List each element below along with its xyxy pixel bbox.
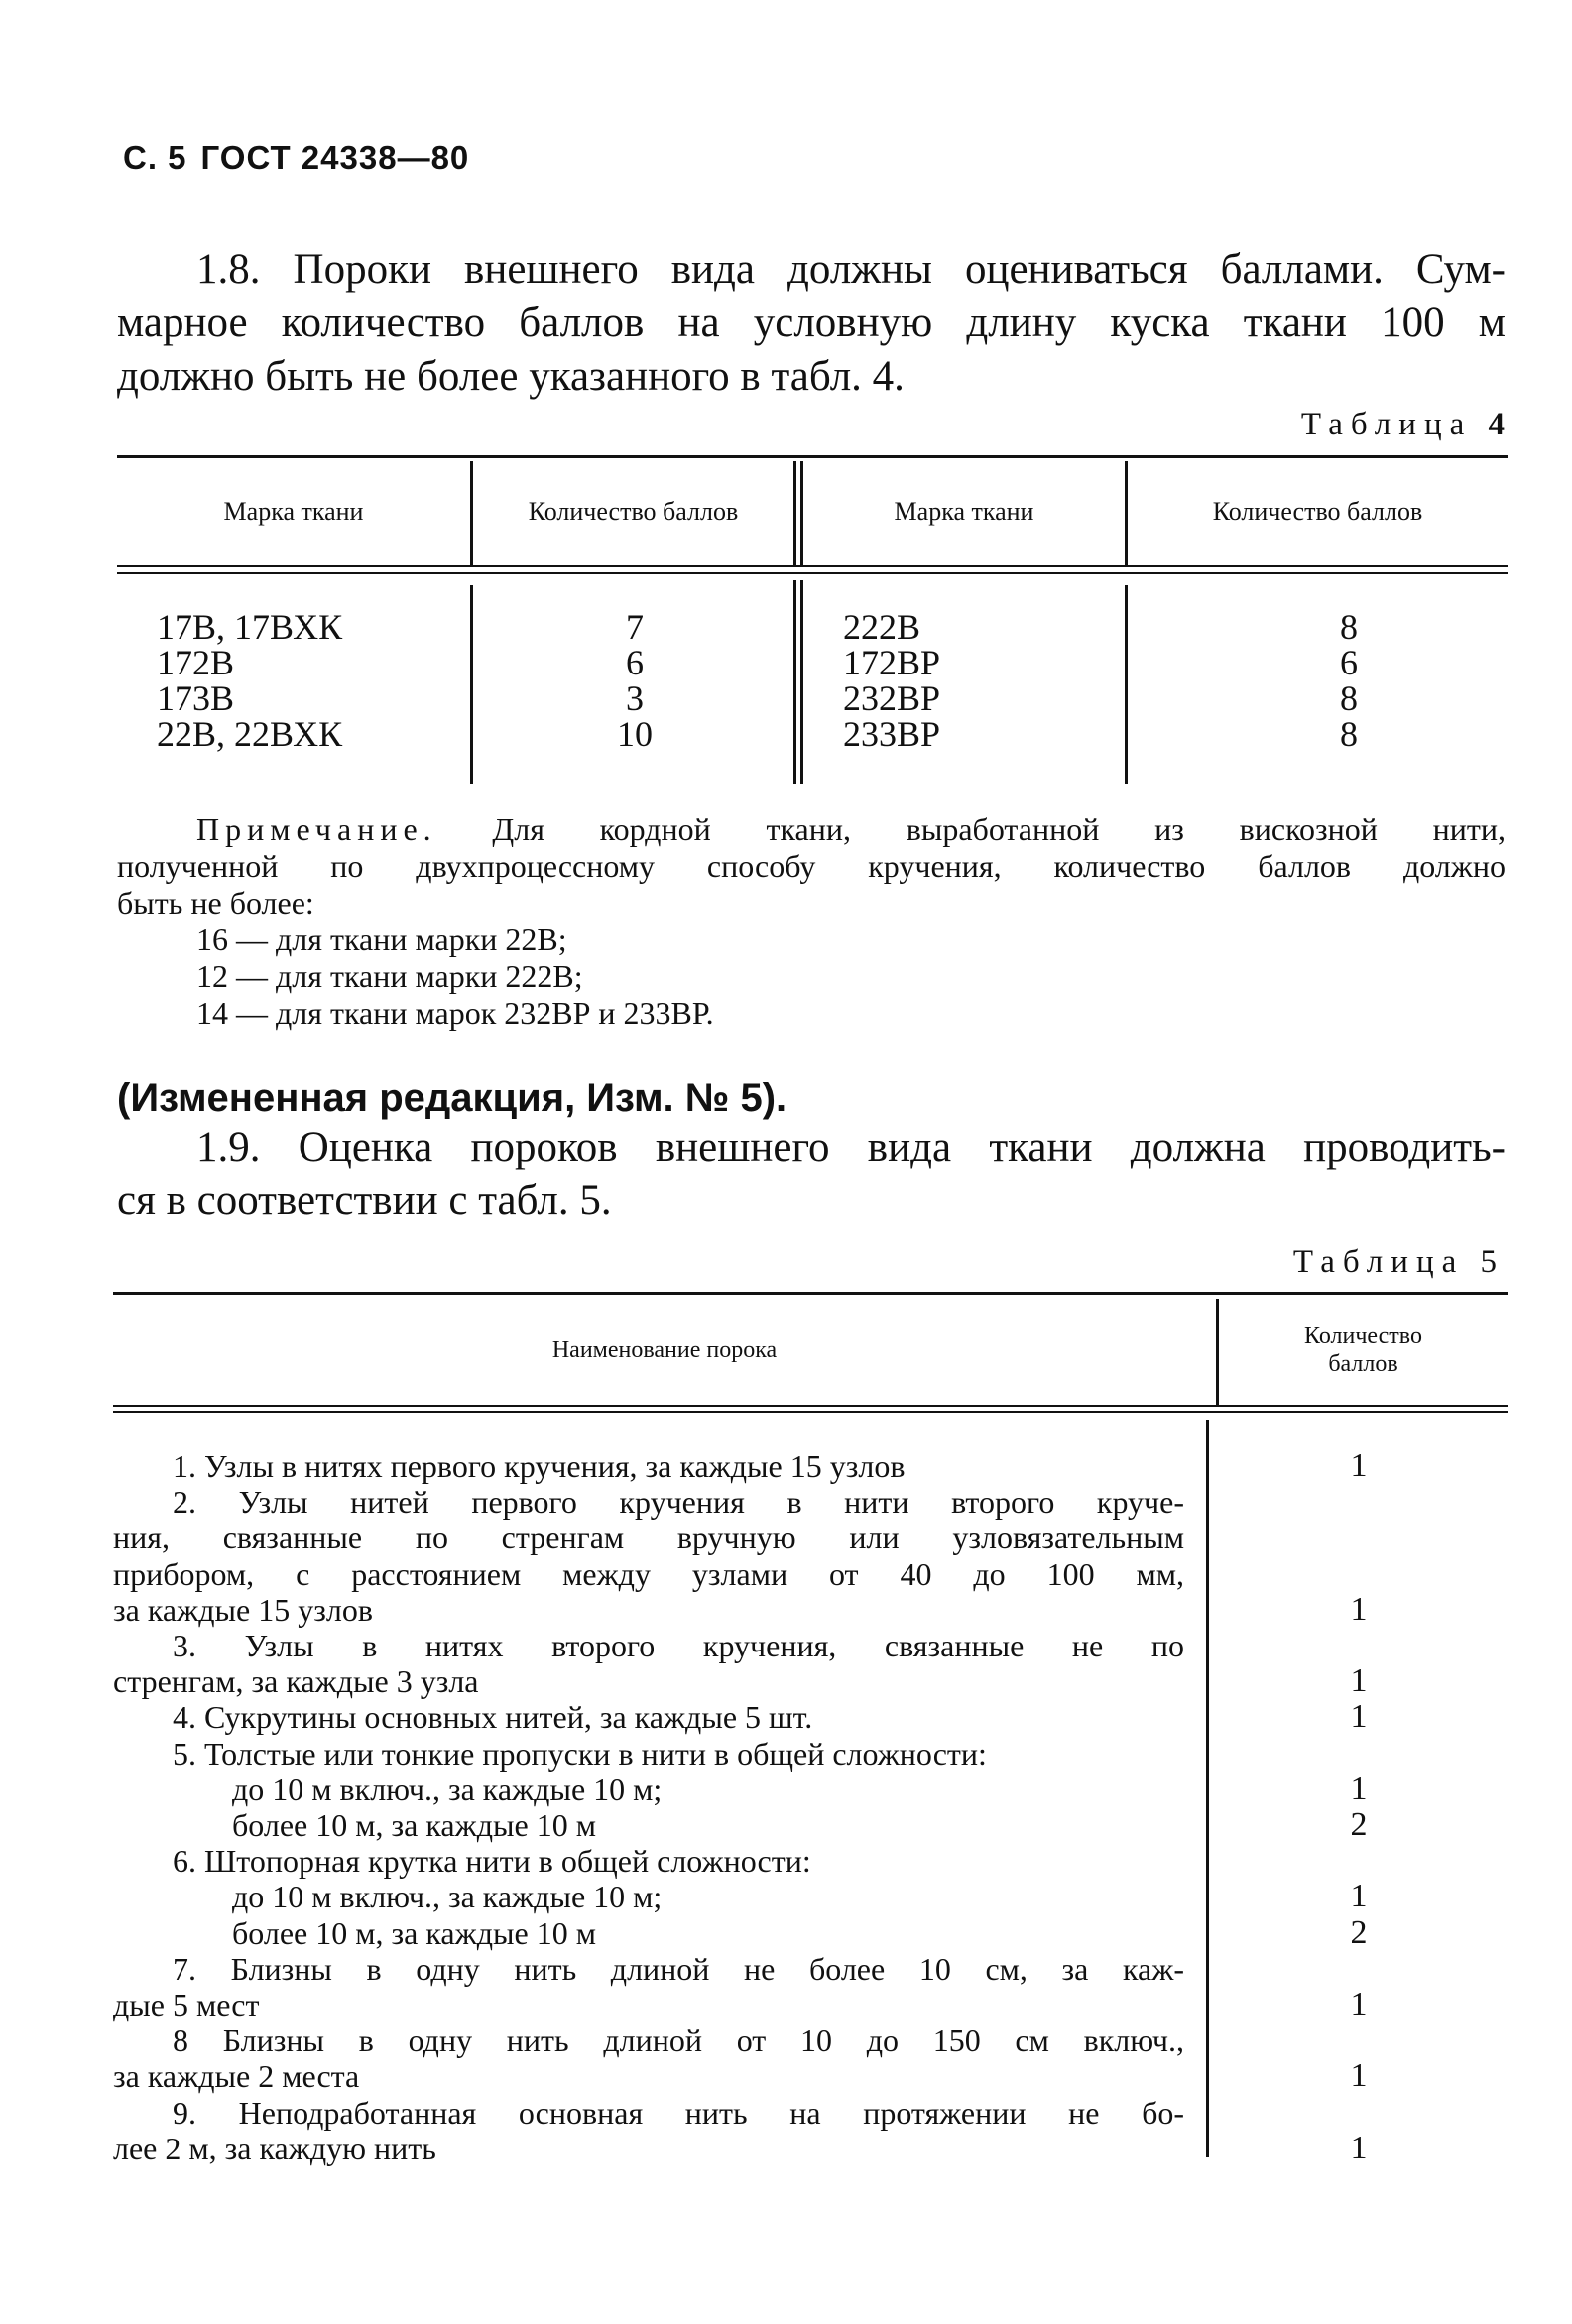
score-cell: 1 [1350,1662,1368,1699]
score-cell: 1 [1350,1878,1368,1914]
table-caption-word: Таблица [1300,407,1473,442]
table-5-caption [1293,1244,1505,1281]
table-row [113,1663,1184,1699]
note-text: Для кордной ткани, выработанной из вискозной нити, [492,811,1507,847]
defect-text: 7. Близны в одну нить длиной не более 10 см, за каж- [173,1951,1184,1987]
table-row [113,1699,1184,1735]
defect-text: прибором, с расстоянием между узлами от 40 до 100 мм, [113,1556,1184,1592]
table-cell: 172В [157,643,235,682]
table-row [113,1520,1184,1555]
defect-text: до 10 м включ., за каждые 10 м; [232,1772,663,1807]
header-line: Количество [1304,1323,1422,1349]
defect-text: 8 Близны в одну нить длиной от 10 до 150 см включ., [173,2022,1184,2058]
score-cell: 1 [1350,1591,1368,1628]
table-cell: 22В, 22ВХК [157,714,343,754]
table-caption-number: 4 [1488,407,1505,442]
note-line [117,811,1506,848]
table-row [113,2022,1184,2058]
score-cell: 1 [1350,1698,1368,1735]
score-cell: 1 [1350,2057,1368,2094]
paragraph-1-9 [117,1121,1506,1228]
table-4-note [117,811,1506,1032]
table-cell: 7 [626,607,644,647]
table-row [113,1951,1184,1987]
page-number: С. 5 [123,139,187,176]
column-divider [793,580,796,784]
table-row [113,1807,1184,1843]
note-item: 14 — для ткани марок 232ВР и 233ВР. [196,995,714,1031]
defect-text: 1. Узлы в нитях первого кручения, за каждые 15 узлов [173,1448,906,1484]
table-cell: 3 [626,678,644,718]
table-5-header-name: Наименование порока [551,1336,778,1363]
score-cell: 1 [1350,1447,1368,1484]
table-cell: 222В [843,607,921,647]
table-row [113,1484,1184,1520]
table-caption-word: Таблица [1292,1244,1465,1280]
paragraph-line: ся в соответствии с табл. 5. [117,1177,612,1224]
defect-text: дые 5 мест [113,1987,260,2022]
defect-text: за каждые 15 узлов [113,1592,373,1628]
table-header-rule [117,565,1508,567]
table-row [113,2131,1184,2166]
table-4-header-score: Количество баллов [528,497,739,526]
running-header [123,139,483,177]
paragraph-1-8 [117,243,1506,404]
column-divider [793,461,796,565]
amendment-note [117,1071,1506,1125]
note-line: полученной по двухпроцессному способу кручения, количество баллов должно [117,848,1506,884]
note-label: Примечание. [196,811,437,847]
table-row [113,1556,1184,1592]
table-4-header-brand: Марка ткани [223,497,364,526]
defect-text: более 10 м, за каждые 10 м [232,1807,596,1843]
table-5-header-score [1219,1295,1508,1405]
column-divider [1125,585,1128,784]
standard-number: ГОСТ 24338—80 [200,139,470,176]
table-header-rule [117,572,1508,574]
table-row [113,1987,1184,2022]
score-cell: 1 [1350,1771,1368,1807]
defect-text: более 10 м, за каждые 10 м [232,1915,596,1951]
table-header-rule [113,1405,1508,1407]
column-divider [470,585,473,784]
defect-text: ния, связанные по стренгам вручную или узловязательным [113,1520,1184,1555]
defect-text: 4. Сукрутины основных нитей, за каждые 5 шт. [173,1699,813,1735]
table-cell: 173В [157,678,235,718]
score-cell: 1 [1350,1986,1368,2022]
defect-text: стренгам, за каждые 3 узла [113,1663,479,1699]
table-row [113,1843,1184,1879]
score-cell: 2 [1350,1914,1368,1951]
defect-text: 9. Неподработанная основная нить на протяжении не бо- [173,2095,1184,2131]
paragraph-line: марное количество баллов на условную длину куска ткани 100 м [117,300,1506,346]
table-caption-number: 5 [1480,1244,1505,1280]
defect-text: 2. Узлы нитей первого кручения в нити второго круче- [173,1484,1184,1520]
table-4-caption [1301,407,1505,443]
defect-text: 3. Узлы в нитях второго кручения, связанные не по [173,1628,1184,1663]
table-row [113,1879,1184,1914]
table-row [113,1592,1184,1628]
defect-text: 6. Штопорная крутка нити в общей сложности: [173,1843,811,1879]
paragraph-line: 1.8. Пороки внешнего вида должны оцениваться баллами. Сум- [196,246,1506,293]
table-header-rule [113,1411,1508,1413]
table-cell: 17В, 17ВХК [157,607,343,647]
table-cell: 233ВР [843,714,941,754]
table-row [113,2058,1184,2094]
table-cell: 172ВР [843,643,941,682]
table-row [113,1772,1184,1807]
defect-text: за каждые 2 места [113,2058,360,2094]
table-cell: 232ВР [843,678,941,718]
column-divider [1206,1420,1209,2157]
amendment-text: (Измененная редакция, Изм. № 5). [117,1076,787,1120]
paragraph-line: должно быть не более указанного в табл. 4. [117,353,905,400]
header-line: баллов [1328,1351,1398,1377]
column-divider [800,580,803,784]
defect-text: до 10 м включ., за каждые 10 м; [232,1879,663,1914]
table-cell: 10 [617,714,653,754]
defect-text: лее 2 м, за каждую нить [113,2131,436,2166]
score-cell: 1 [1350,2130,1368,2166]
table-cell: 8 [1340,714,1358,754]
table-cell: 6 [1340,643,1358,682]
table-cell: 8 [1340,607,1358,647]
note-item: 16 — для ткани марки 22В; [196,921,567,957]
table-row [113,1915,1184,1951]
table-cell: 6 [626,643,644,682]
table-row [113,1628,1184,1663]
table-4-header-score: Количество баллов [1212,497,1423,526]
note-item: 12 — для ткани марки 222В; [196,958,583,994]
note-line: быть не более: [117,885,314,920]
table-row [113,1448,1184,1484]
table-row [113,1736,1184,1772]
table-4-header-brand: Марка ткани [894,497,1034,526]
score-cell: 2 [1350,1806,1368,1843]
table-cell: 8 [1340,678,1358,718]
paragraph-line: 1.9. Оценка пороков внешнего вида ткани должна проводить- [196,1124,1506,1170]
defect-text: 5. Толстые или тонкие пропуски в нити в общей сложности: [173,1736,987,1772]
table-row [113,2095,1184,2131]
